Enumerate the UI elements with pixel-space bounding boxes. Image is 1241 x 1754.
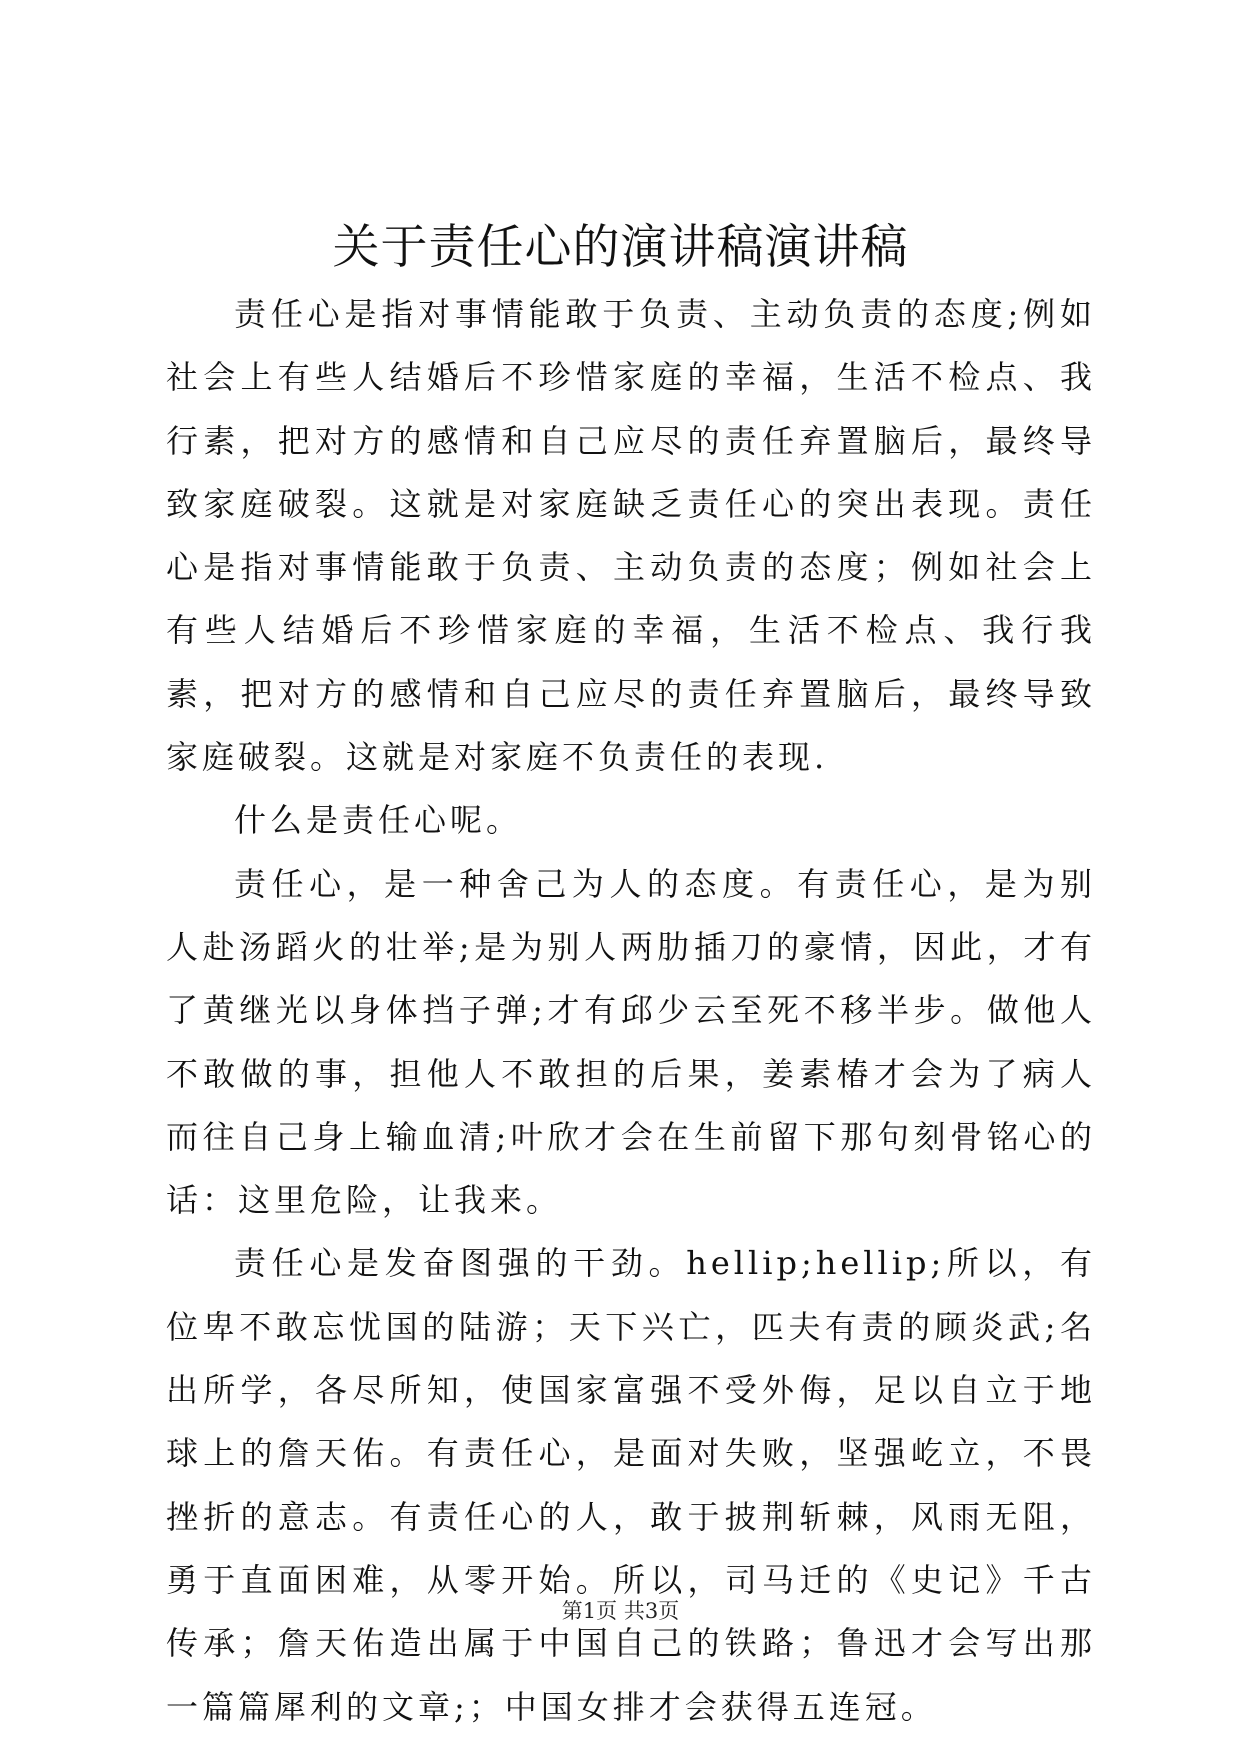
document-title: 关于责任心的演讲稿演讲稿 (332, 220, 909, 275)
page-footer: 第1页 共3页 (561, 1599, 680, 1623)
paragraph-2: 什么是责任心呢。 (234, 801, 523, 840)
document-body (166, 283, 1096, 1739)
paragraph-4: 责任心是发奋图强的干劲。hellip;hellip;所以，有位卑不敢忘忧国的陆游；天下兴亡，匹夫有责的顾炎武;名出所学，各尽所知，使国家富强不受外侮，足以自立于地球上的詹天佑。有责任心，是面对失败，坚强屹立，不畏挫折的意志。有责任心的人，敢于披荆斩棘，风雨无阻，勇于直面困难，从零开始。所以，司马迁的《史记》千古传承；詹天佑造出属于中国自己的铁路；鲁迅才会写出那一篇篇犀利的文章;；中国女排才会获得五连冠。 (166, 1244, 1096, 1726)
paragraph-3: 责任心，是一种舍己为人的态度。有责任心，是为别人赴汤蹈火的壮举;是为别人两肋插刀的豪情，因此，才有了黄继光以身体挡子弹;才有邱少云至死不移半步。做他人不敢做的事，担他人不敢担的后果，姜素椿才会为了病人而往自己身上输血清;叶欣才会在生前留下那句刻骨铭心的话：这里危险，让我来。 (166, 864, 1096, 1220)
paragraph-1: 责任心是指对事情能敢于负责、主动负责的态度;例如社会上有些人结婚后不珍惜家庭的幸福，生活不检点、我行素，把对方的感情和自己应尽的责任弃置脑后，最终导致家庭破裂。这就是对家庭缺乏责任心的突出表现。责任心是指对事情能敢于负责、主动负责的态度；例如社会上有些人结婚后不珍惜家庭的幸福，生活不检点、我行我素，把对方的感情和自己应尽的责任弃置脑后，最终导致家庭破裂。这就是对家庭不负责任的表现. (166, 295, 1096, 777)
